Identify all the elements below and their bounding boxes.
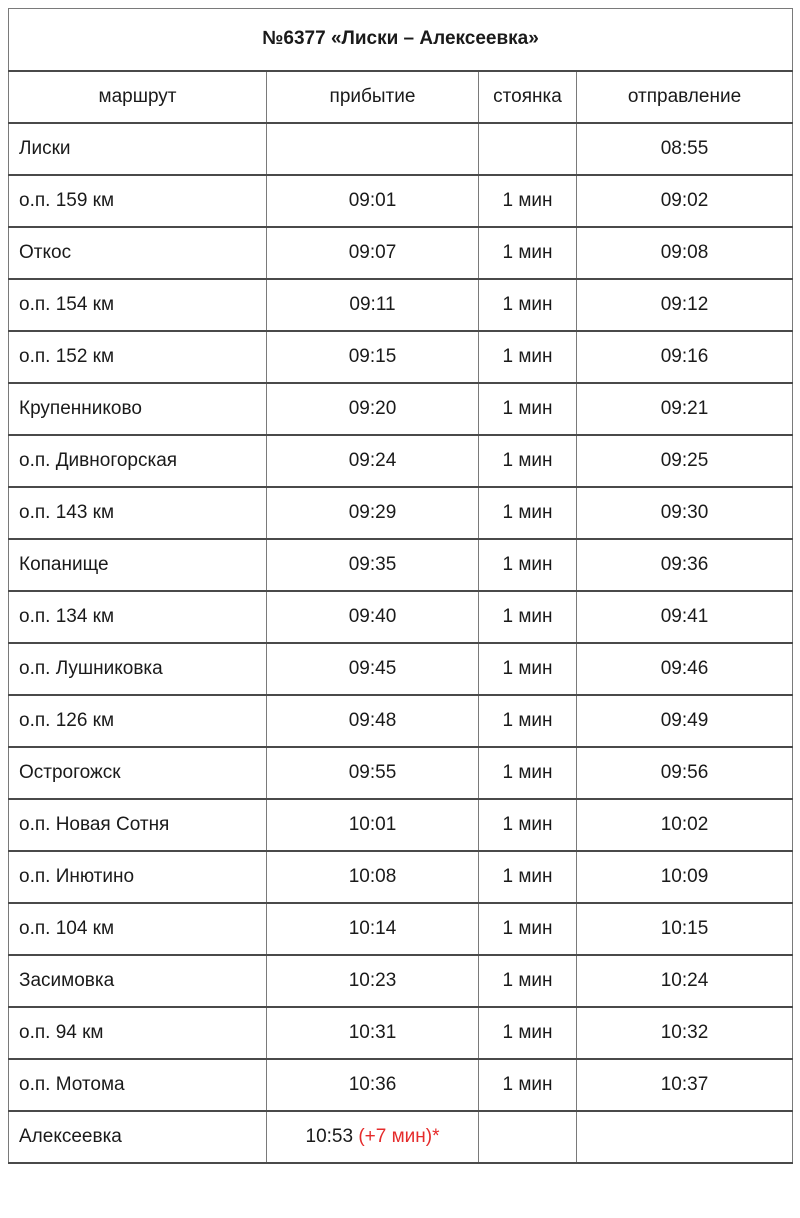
station-cell <box>9 1111 267 1163</box>
arrival-cell <box>267 799 479 851</box>
departure-cell <box>577 175 793 227</box>
station-cell-text: о.п. 154 км <box>19 293 115 315</box>
train-schedule-table <box>8 8 793 1164</box>
departure-cell <box>577 539 793 591</box>
stop-cell-text: 1 мин <box>502 449 553 471</box>
station-cell-text: о.п. Дивногорская <box>19 449 178 471</box>
station-cell-text: о.п. 134 км <box>19 605 115 627</box>
stop-cell <box>479 747 577 799</box>
stop-cell-text: 1 мин <box>502 657 553 679</box>
departure-cell-text: 10:37 <box>660 1073 709 1095</box>
stop-cell-text: 1 мин <box>502 605 553 627</box>
station-cell-text: о.п. 143 км <box>19 501 115 523</box>
arrival-cell-text: 10:23 <box>348 969 397 991</box>
station-cell <box>9 1059 267 1111</box>
train-title: №6377 «Лиски – Алексеевка» <box>9 9 793 71</box>
departure-cell-text: 09:56 <box>660 761 709 783</box>
station-cell-text: о.п. Мотома <box>19 1073 125 1095</box>
stop-cell <box>479 539 577 591</box>
station-cell-text: о.п. 159 км <box>19 189 115 211</box>
departure-cell-text: 09:02 <box>660 189 709 211</box>
station-cell-text: о.п. 152 км <box>19 345 115 367</box>
schedule-container <box>8 8 793 1164</box>
table-row <box>9 383 793 435</box>
column-header-departure: отправление <box>577 71 793 123</box>
departure-cell-text: 09:21 <box>660 397 709 419</box>
stop-cell <box>479 903 577 955</box>
departure-cell-text: 09:08 <box>660 241 709 263</box>
station-cell <box>9 747 267 799</box>
table-row <box>9 747 793 799</box>
stop-cell <box>479 799 577 851</box>
station-cell-text: Крупенниково <box>19 397 142 419</box>
stop-cell <box>479 383 577 435</box>
arrival-cell-text: 09:29 <box>348 501 397 523</box>
arrival-cell <box>267 331 479 383</box>
stop-cell <box>479 123 577 175</box>
departure-cell-text: 09:30 <box>660 501 709 523</box>
table-row <box>9 695 793 747</box>
table-row <box>9 123 793 175</box>
table-row <box>9 643 793 695</box>
station-cell-text: Откос <box>19 241 72 263</box>
arrival-cell-text: 09:07 <box>348 241 397 263</box>
station-cell-text: о.п. Инютино <box>19 865 135 887</box>
arrival-cell <box>267 227 479 279</box>
stop-cell-text: 1 мин <box>502 189 553 211</box>
departure-cell-text: 09:49 <box>660 709 709 731</box>
delay-note: (+7 мин)* <box>358 1125 440 1147</box>
stop-cell <box>479 435 577 487</box>
arrival-cell-text: 09:35 <box>348 553 397 575</box>
arrival-cell <box>267 175 479 227</box>
arrival-cell <box>267 435 479 487</box>
departure-cell-text: 09:46 <box>660 657 709 679</box>
stop-cell <box>479 955 577 1007</box>
station-cell-text: Алексеевка <box>19 1125 122 1147</box>
stop-cell-text: 1 мин <box>502 761 553 783</box>
departure-cell <box>577 435 793 487</box>
table-title-row <box>9 9 793 71</box>
departure-cell <box>577 331 793 383</box>
station-cell-text: о.п. Новая Сотня <box>19 813 170 835</box>
stop-cell-text: 1 мин <box>502 501 553 523</box>
departure-cell <box>577 383 793 435</box>
arrival-cell <box>267 747 479 799</box>
column-header-stop: стоянка <box>479 71 577 123</box>
departure-cell <box>577 227 793 279</box>
station-cell <box>9 643 267 695</box>
stop-cell-text: 1 мин <box>502 1021 553 1043</box>
departure-cell-text: 09:41 <box>660 605 709 627</box>
stop-cell-text: 1 мин <box>502 553 553 575</box>
stop-cell <box>479 331 577 383</box>
arrival-cell-text: 10:14 <box>348 917 397 939</box>
arrival-cell <box>267 539 479 591</box>
station-cell-text: Копанище <box>19 553 109 575</box>
departure-cell <box>577 487 793 539</box>
station-cell-text: Острогожск <box>19 761 121 783</box>
departure-cell <box>577 1111 793 1163</box>
column-header-route: маршрут <box>9 71 267 123</box>
station-cell <box>9 123 267 175</box>
table-header-row <box>9 71 793 123</box>
station-cell <box>9 955 267 1007</box>
departure-cell-text: 10:32 <box>660 1021 709 1043</box>
departure-cell <box>577 851 793 903</box>
table-row <box>9 955 793 1007</box>
stop-cell <box>479 227 577 279</box>
arrival-cell-text: 10:08 <box>348 865 397 887</box>
station-cell-text: о.п. Лушниковка <box>19 657 163 679</box>
stop-cell <box>479 851 577 903</box>
arrival-cell-text: 09:48 <box>348 709 397 731</box>
stop-cell <box>479 1111 577 1163</box>
departure-cell <box>577 591 793 643</box>
arrival-cell-text: 09:15 <box>348 345 397 367</box>
arrival-cell-text: 10:01 <box>348 813 397 835</box>
table-row <box>9 175 793 227</box>
stop-cell-text: 1 мин <box>502 1073 553 1095</box>
arrival-cell <box>267 591 479 643</box>
stop-cell <box>479 487 577 539</box>
arrival-cell <box>267 1059 479 1111</box>
arrival-cell-text: 09:40 <box>348 605 397 627</box>
station-cell <box>9 1007 267 1059</box>
station-cell-text: о.п. 104 км <box>19 917 115 939</box>
table-row <box>9 487 793 539</box>
stop-cell-text: 1 мин <box>502 345 553 367</box>
arrival-cell-text: 10:53 <box>305 1125 354 1147</box>
departure-cell <box>577 695 793 747</box>
stop-cell <box>479 591 577 643</box>
station-cell-text: о.п. 126 км <box>19 709 115 731</box>
table-row <box>9 1059 793 1111</box>
station-cell <box>9 279 267 331</box>
table-row <box>9 435 793 487</box>
arrival-cell <box>267 383 479 435</box>
table-row <box>9 903 793 955</box>
departure-cell <box>577 1059 793 1111</box>
station-cell <box>9 331 267 383</box>
arrival-cell <box>267 487 479 539</box>
departure-cell <box>577 799 793 851</box>
departure-cell <box>577 279 793 331</box>
departure-cell-text: 08:55 <box>660 137 709 159</box>
station-cell <box>9 435 267 487</box>
departure-cell <box>577 643 793 695</box>
table-row <box>9 539 793 591</box>
arrival-cell-text: 09:55 <box>348 761 397 783</box>
departure-cell <box>577 747 793 799</box>
departure-cell-text: 10:09 <box>660 865 709 887</box>
arrival-cell-text: 09:24 <box>348 449 397 471</box>
arrival-cell <box>267 123 479 175</box>
departure-cell-text: 09:36 <box>660 553 709 575</box>
arrival-cell <box>267 279 479 331</box>
station-cell <box>9 383 267 435</box>
station-cell <box>9 851 267 903</box>
table-row <box>9 227 793 279</box>
arrival-cell <box>267 695 479 747</box>
arrival-cell-text: 09:11 <box>349 293 396 315</box>
column-header-arrival: прибытие <box>267 71 479 123</box>
departure-cell-text: 09:25 <box>660 449 709 471</box>
arrival-cell-text: 09:20 <box>348 397 397 419</box>
arrival-cell-text: 09:45 <box>348 657 397 679</box>
stop-cell <box>479 695 577 747</box>
departure-cell-text: 10:15 <box>660 917 709 939</box>
station-cell-text: Засимовка <box>19 969 115 991</box>
departure-cell-text: 10:24 <box>660 969 709 991</box>
stop-cell-text: 1 мин <box>502 969 553 991</box>
departure-cell <box>577 1007 793 1059</box>
station-cell <box>9 591 267 643</box>
table-row <box>9 1111 793 1163</box>
station-cell <box>9 799 267 851</box>
station-cell-text: Лиски <box>19 137 71 159</box>
table-row <box>9 591 793 643</box>
arrival-cell-text: 10:36 <box>348 1073 397 1095</box>
arrival-cell <box>267 955 479 1007</box>
stop-cell <box>479 643 577 695</box>
station-cell <box>9 487 267 539</box>
stop-cell <box>479 279 577 331</box>
departure-cell-text: 09:16 <box>660 345 709 367</box>
stop-cell-text: 1 мин <box>502 917 553 939</box>
table-row <box>9 799 793 851</box>
departure-cell <box>577 123 793 175</box>
schedule-body <box>9 123 793 1163</box>
station-cell <box>9 695 267 747</box>
arrival-cell-text: 10:31 <box>348 1021 397 1043</box>
arrival-cell <box>267 903 479 955</box>
stop-cell-text: 1 мин <box>502 241 553 263</box>
stop-cell-text: 1 мин <box>502 813 553 835</box>
table-row <box>9 331 793 383</box>
stop-cell-text: 1 мин <box>502 865 553 887</box>
station-cell <box>9 175 267 227</box>
arrival-cell <box>267 851 479 903</box>
stop-cell-text: 1 мин <box>502 709 553 731</box>
stop-cell <box>479 175 577 227</box>
departure-cell <box>577 903 793 955</box>
table-row <box>9 279 793 331</box>
stop-cell-text: 1 мин <box>502 293 553 315</box>
station-cell <box>9 539 267 591</box>
departure-cell <box>577 955 793 1007</box>
departure-cell-text: 09:12 <box>660 293 709 315</box>
arrival-cell <box>267 1007 479 1059</box>
stop-cell <box>479 1007 577 1059</box>
arrival-cell <box>267 643 479 695</box>
arrival-cell <box>267 1111 479 1163</box>
station-cell-text: о.п. 94 км <box>19 1021 104 1043</box>
table-row <box>9 851 793 903</box>
station-cell <box>9 227 267 279</box>
arrival-cell-text: 09:01 <box>348 189 397 211</box>
stop-cell <box>479 1059 577 1111</box>
station-cell <box>9 903 267 955</box>
stop-cell-text: 1 мин <box>502 397 553 419</box>
departure-cell-text: 10:02 <box>660 813 709 835</box>
table-row <box>9 1007 793 1059</box>
